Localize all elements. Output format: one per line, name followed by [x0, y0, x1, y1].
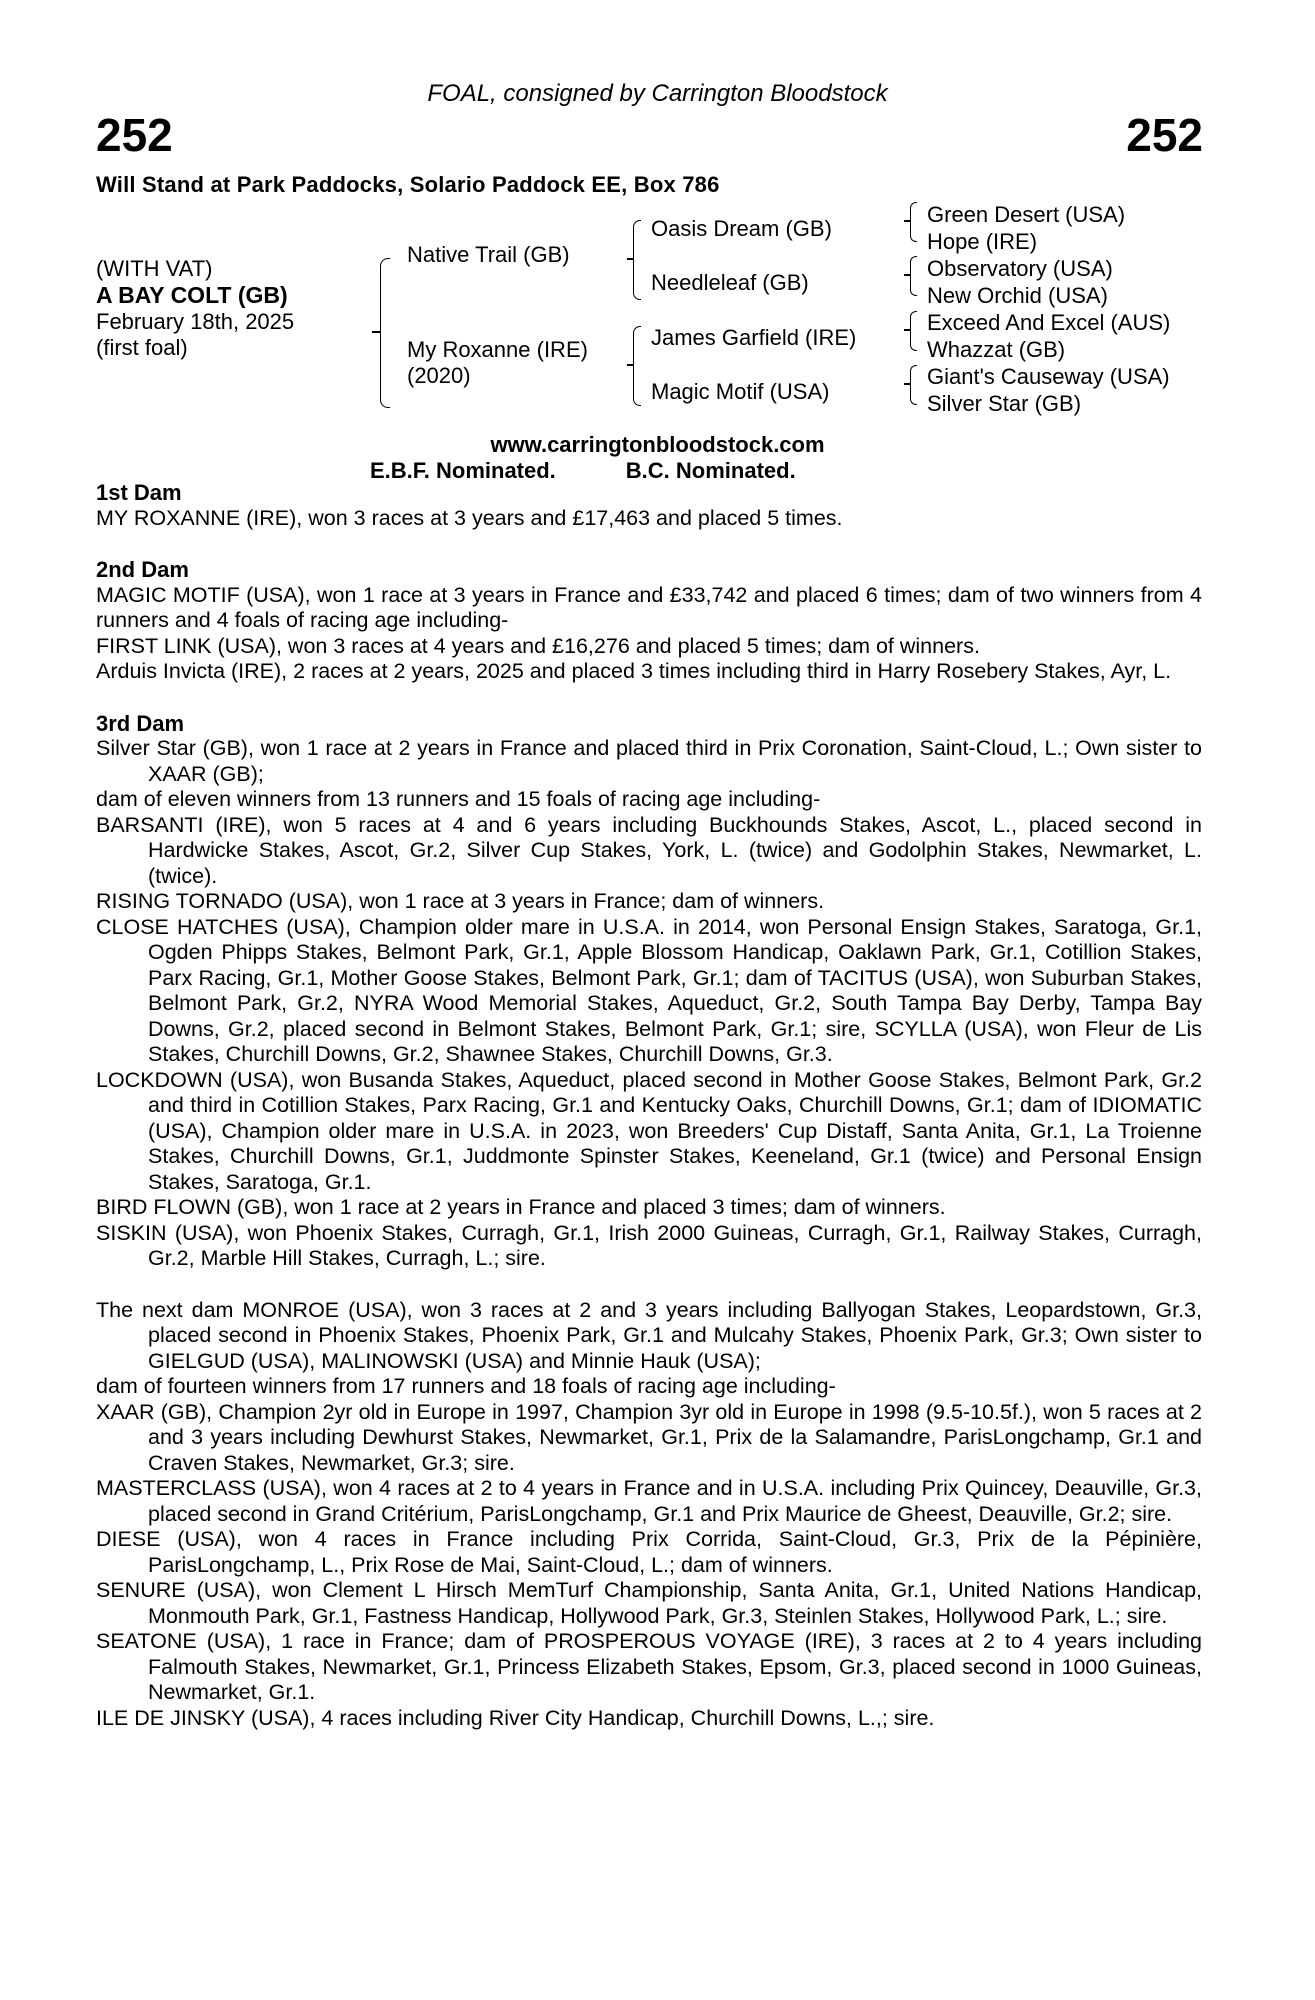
dsd: Whazzat (GB) — [927, 337, 1066, 362]
lot-number-left: 252 — [96, 109, 173, 161]
masterclass-entry: MASTERCLASS (USA), won 4 races at 2 to 4 years in France and in U.S.A. including Prix Quincey, Deauville, Gr.3, placed second in Grand Critérium, ParisLongchamp, Gr.1 and Prix Maurice de Gheest, Deauville, Gr.2; sire. — [96, 1476, 1202, 1526]
xaar-entry: XAAR (GB), Champion 2yr old in Europe in 1997, Champion 3yr old in Europe in 1998 (9.5-10.5f.), won 5 races at 2 and 3 years including Dewhurst Stakes, Newmarket, Gr.1, Prix de la Salamandre, ParisLongchamp, Gr.1 and Craven Stakes, Newmarket, Gr.3; sire. — [96, 1399, 1202, 1475]
ss-brace — [910, 202, 917, 242]
first-dam-text: MY ROXANNE (IRE), won 3 races at 3 years and £17,463 and placed 5 times. — [96, 505, 843, 530]
third-dam-heading: 3rd Dam — [96, 710, 185, 736]
barsanti-entry: BARSANTI (IRE), won 5 races at 4 and 6 years including Buckhounds Stakes, Ascot, L., placed second in Hardwicke Stakes, Ascot, Gr.2, Silver Cup Stakes, York, L. (twice) and Godolphin Stakes, Newmarket, L. (twice). — [96, 812, 1202, 888]
senure-entry: SENURE (USA), won Clement L Hirsch MemTurf Championship, Santa Anita, Gr.1, United Nations Handicap, Monmouth Park, Gr.1, Fastness Handicap, Hollywood Park, Gr.3, Steinlen Stakes, Hollywood Park, L.; sire. — [96, 1578, 1202, 1628]
dam-brace-tip — [627, 364, 633, 366]
rising-tornado-entry: RISING TORNADO (USA), won 1 race at 3 years in France; dam of winners. — [96, 889, 825, 913]
horse-name: A BAY COLT (GB) — [96, 282, 288, 308]
ebf-nomination: E.B.F. Nominated. — [370, 458, 556, 483]
horse-note: (first foal) — [96, 335, 188, 360]
first-link-entry: FIRST LINK (USA), won 3 races at 4 years and £16,276 and placed 5 times; dam of winners. — [96, 633, 980, 658]
arduis-entry: Arduis Invicta (IRE), 2 races at 2 years, 2025 and placed 3 times including third in Harry Rosebery Stakes, Ayr, L. — [96, 659, 1172, 683]
dam-dam: Magic Motif (USA) — [651, 379, 830, 404]
ds-brace-tip — [904, 329, 910, 331]
ds-brace — [910, 311, 917, 351]
sire-brace-tip — [627, 258, 633, 260]
lockdown-entry: LOCKDOWN (USA), won Busanda Stakes, Aqueduct, placed second in Mother Goose Stakes, Belmont Park, Gr.2 and third in Cotillion Stakes, Parx Racing, Gr.1 and Kentucky Oaks, Churchill Downs, Gr.1; dam of IDIOMATIC (USA), Champion older mare in U.S.A. in 2023, won Breeders' Cup Distaff, Santa Anita, Gr.1, La Troienne Stakes, Churchill Downs, Gr.1, Juddmonte Spinster Stakes, Keeneland, Gr.1 (twice) and Personal Ensign Stakes, Saratoga, Gr.1. — [96, 1067, 1202, 1194]
dd-brace-tip — [904, 383, 910, 385]
diese-entry: DIESE (USA), won 4 races in France including Prix Corrida, Saint-Cloud, Gr.3, Prix de la Pépinière, ParisLongchamp, L., Prix Rose de Mai, Saint-Cloud, L.; dam of winners. — [96, 1527, 1202, 1577]
second-dam-text: MAGIC MOTIF (USA), won 1 race at 3 years in France and £33,742 and placed 6 times; dam of two winners from 4 runners and 4 foals of racing age including- — [96, 582, 1202, 632]
second-dam-heading: 2nd Dam — [96, 557, 189, 582]
sss: Green Desert (USA) — [927, 202, 1126, 227]
sire-brace — [633, 220, 641, 300]
next-dam-text: The next dam MONROE (USA), won 3 races at 2 and 3 years including Ballyogan Stakes, Leopardstown, Gr.3, placed second in Phoenix Stakes, Phoenix Park, Gr.1 and Mulcahy Stakes, Phoenix Park, Gr.3; Own sister to GIELGUD (USA), MALINOWSKI (USA) and Minnie Hauk (USA); — [96, 1297, 1202, 1373]
ssd: Hope (IRE) — [927, 229, 1038, 254]
pedigree-brace — [380, 258, 390, 408]
ddd: Silver Star (GB) — [927, 391, 1082, 416]
third-dam-produce: dam of eleven winners from 13 runners and 15 foals of racing age including- — [96, 787, 821, 811]
sds: Observatory (USA) — [927, 256, 1113, 281]
sire-sire: Oasis Dream (GB) — [651, 216, 832, 241]
sd-brace-tip — [904, 274, 910, 276]
bird-flown-entry: BIRD FLOWN (GB), won 1 race at 2 years in France and placed 3 times; dam of winners. — [96, 1195, 946, 1219]
sdd: New Orchid (USA) — [927, 283, 1108, 308]
dam-year: (2020) — [407, 363, 471, 388]
ss-brace-tip — [904, 220, 910, 222]
catalogue-body — [96, 480, 1202, 1731]
consignment-line: FOAL, consigned by Carrington Bloodstock — [427, 80, 888, 107]
horse-dob: February 18th, 2025 — [96, 309, 295, 334]
dss: Exceed And Excel (AUS) — [927, 310, 1171, 335]
dam-name: My Roxanne (IRE) — [407, 337, 588, 362]
dd-brace — [910, 365, 917, 405]
close-hatches-entry: CLOSE HATCHES (USA), Champion older mare in U.S.A. in 2014, won Personal Ensign Stakes, Saratoga, Gr.1, Ogden Phipps Stakes, Belmont Park, Gr.1, Apple Blossom Handicap, Oaklawn Park, Gr.1, Cotillion Stakes, Parx Racing, Gr.1, Mother Goose Stakes, Belmont Park, Gr.1; dam of TACITUS (USA), won Suburban Stakes, Belmont Park, Gr.2, NYRA Wood Memorial Stakes, Aqueduct, Gr.2, South Tampa Bay Derby, Tampa Bay Downs, Gr.2, placed second in Belmont Stakes, Belmont Park, Gr.1; sire, SCYLLA (USA), won Fleur de Lis Stakes, Churchill Downs, Gr.2, Shawnee Stakes, Churchill Downs, Gr.3. — [96, 914, 1202, 1066]
third-dam-text: Silver Star (GB), won 1 race at 2 years in France and placed third in Prix Coronation, Saint-Cloud, L.; Own sister to XAAR (GB); — [96, 736, 1202, 786]
next-dam-produce: dam of fourteen winners from 17 runners and 18 foals of racing age including- — [96, 1374, 836, 1398]
pedigree-brace-tip — [372, 331, 380, 333]
dam-sire: James Garfield (IRE) — [651, 325, 857, 350]
seatone-entry: SEATONE (USA), 1 race in France; dam of PROSPEROUS VOYAGE (IRE), 3 races at 2 to 4 years including Falmouth Stakes, Newmarket, Gr.1, Princess Elizabeth Stakes, Epsom, Gr.3, placed second in 1000 Guineas, Newmarket, Gr.1. — [96, 1629, 1202, 1704]
stand-location: Will Stand at Park Paddocks, Solario Paddock EE, Box 786 — [96, 172, 720, 197]
lot-number-right: 252 — [1126, 109, 1203, 161]
website-link[interactable]: www.carringtonbloodstock.com — [490, 432, 825, 457]
sd-brace — [910, 256, 917, 296]
dam-brace — [633, 326, 641, 406]
dds: Giant's Causeway (USA) — [927, 364, 1170, 389]
siskin-entry: SISKIN (USA), won Phoenix Stakes, Curragh, Gr.1, Irish 2000 Guineas, Curragh, Gr.1, Railway Stakes, Curragh, Gr.2, Marble Hill Stakes, Curragh, L.; sire. — [96, 1220, 1202, 1270]
sire-name: Native Trail (GB) — [407, 242, 570, 267]
sire-dam: Needleleaf (GB) — [651, 270, 809, 295]
bc-nomination: B.C. Nominated. — [625, 458, 796, 483]
ile-de-jinsky-entry: ILE DE JINSKY (USA), 4 races including River City Handicap, Churchill Downs, L.,; sire. — [96, 1705, 935, 1730]
first-dam-heading: 1st Dam — [96, 480, 182, 505]
vat-note: (WITH VAT) — [96, 256, 213, 281]
